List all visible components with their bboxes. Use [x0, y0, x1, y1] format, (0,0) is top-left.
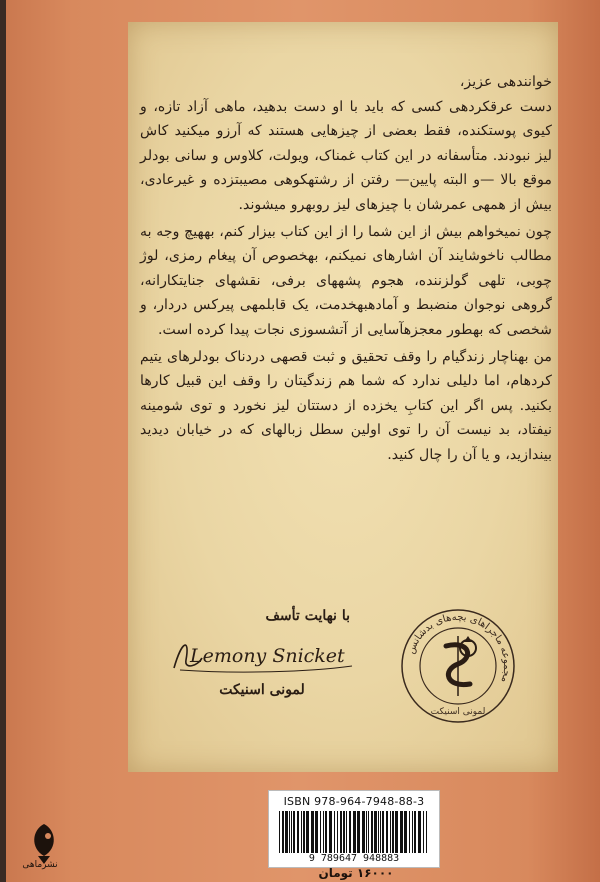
barcode-bar [340, 811, 342, 853]
barcode-bar [320, 811, 321, 853]
barcode-bar [418, 811, 421, 853]
signature-text: Lemony Snicket [190, 645, 345, 667]
barcode-bar [362, 811, 365, 853]
barcode-bar [423, 811, 424, 853]
series-seal [398, 606, 518, 726]
letter-greeting: خوانندهی عزیز، [459, 74, 552, 90]
barcode-bar [400, 811, 403, 853]
barcode-bar [303, 811, 305, 853]
barcode-bar [291, 811, 292, 853]
seal-emblem-icon [446, 636, 476, 696]
letter-paragraph: من بهناچار زندگیام را وقف تحقیق و ثبت قصهی دردناک بودلرهای یتیم کردهام، اما دلیلی ندارد که شما هم زندگیتان را وقف این قبیل کارها بکنید. پس اگر این کتابِ یخزده از دستتان لیز نخورد و توی شومینه نیفتاد، بد نیست آن را توی اولین سطل زبالهای که در خیابان دیدید بیندازید، و یا آن را چال کنید. [140, 348, 552, 463]
spine-edge [0, 0, 6, 882]
barcode-bar [282, 811, 284, 853]
barcode-bar [366, 811, 367, 853]
barcode-bar [337, 811, 338, 853]
publisher-name: نشرماهی [22, 860, 58, 870]
barcode-bar [334, 811, 335, 853]
author-name: لمونی اسنیکت [219, 682, 305, 698]
seal-ring-text: مجموعه ماجراهای بچه‌های بدشانس [405, 611, 513, 684]
barcode-bar [297, 811, 299, 853]
barcode-bar [301, 811, 302, 853]
barcode-bar [392, 811, 394, 853]
barcode-bar [368, 811, 369, 853]
letter-paragraph: چون نمیخواهم بیش از این شما را از این کتاب بیزار کنم، بههیچ وجه به مطالب ناخوشایند آن اشارهای نمیکنم، بهخصوص آن پیغام رمزی، لوژ چوبی، تلهی گولزننده، هجوم پشههای برفی، نقشهای جنایتکارانه، گروهی نوجوان منضبط و آمادهبهخدمت، یک قابلمهی پیرکس دردار، و شخصی که بهطور معجزهآسایی از آتشسوزی نجات پیدا کرده است. [140, 223, 552, 338]
barcode-bar [346, 811, 347, 853]
barcode-bar [325, 811, 327, 853]
barcode-bar [426, 811, 427, 853]
barcode-bar [380, 811, 381, 853]
barcode-bar [382, 811, 384, 853]
barcode-bar [343, 811, 345, 853]
barcode-bar [390, 811, 391, 853]
barcode-bar [357, 811, 360, 853]
isbn-label: ISBN 978-964-7948-88-3 [283, 795, 425, 808]
barcode-bar [395, 811, 398, 853]
barcode-bar [293, 811, 295, 853]
barcode-bar [374, 811, 377, 853]
barcode-bar [371, 811, 373, 853]
barcode-bar [378, 811, 379, 853]
barcode-bar [329, 811, 332, 853]
barcode-bar [353, 811, 356, 853]
barcode-bar [409, 811, 410, 853]
barcode-bar [306, 811, 309, 853]
signature [168, 630, 358, 676]
barcode-bar [386, 811, 388, 853]
barcode-sticker [268, 790, 440, 868]
barcode-bar [279, 811, 280, 853]
barcode-bar [404, 811, 407, 853]
barcode-bar [315, 811, 318, 853]
barcode-bar [285, 811, 288, 853]
barcode-bar [311, 811, 314, 853]
barcode-bar [323, 811, 324, 853]
signoff: با نهایت تأسف [265, 608, 350, 624]
barcode-icon [277, 811, 431, 853]
letter-text [140, 70, 552, 470]
barcode-bar [349, 811, 351, 853]
letter-paragraph: دست عرقکردهی کسی که باید با او دست بدهید، ماهی آزاد تازه، و کیوی پوستکنده، فقط بعضی از چیزهایی هستند که آرزو میکنید کاش لیز نبودند. متأسفانه در این کتاب غمناک، ویولت، کلاوس و سانی بودلر موقع بالا —و البته پایین— رفتن از رشتهکوهی مصیبتزده و غیرعادی، بیش از همهی عمرشان با چیزهای لیز روبهرو میشوند. [140, 98, 552, 213]
seal-bottom-text: لمونی اسنیکت [430, 707, 486, 717]
barcode-bar [289, 811, 290, 853]
barcode-bar [412, 811, 413, 853]
barcode-digits: 9 789647 948883 [308, 853, 400, 864]
price: ۱۶۰۰۰ تومان [318, 866, 394, 880]
barcode-bar [414, 811, 416, 853]
